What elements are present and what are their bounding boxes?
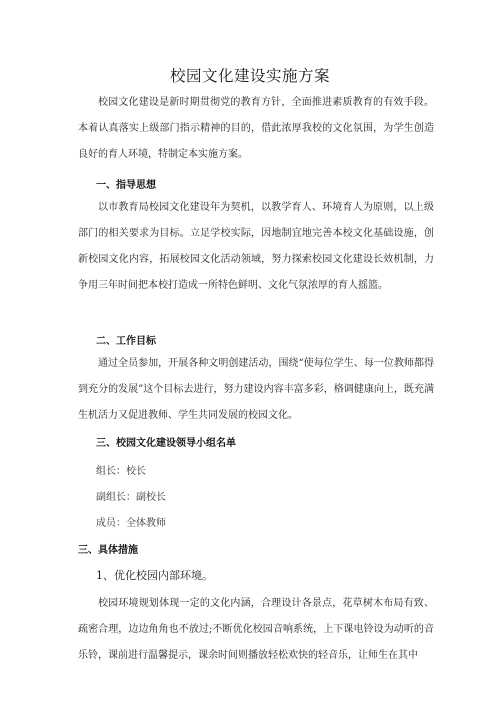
section-heading-leadership-group: 三、校园文化建设领导小组名单: [96, 438, 236, 449]
document-title: 校园文化建设实施方案: [169, 67, 330, 85]
section-paragraph-work-goals: 通过全员参加，开展各种文明创建活动，围绕“使每位学生、每一位教师都得到充分的发展”这个目标去进行，努力建设内容丰富多彩，格调健康向上，既充满生机活力又促进教师、学生共同发展的校园文化。: [78, 358, 434, 421]
member-leader: 组长：校长: [96, 466, 146, 477]
section-paragraph-optimize-environment: 校园环境规划体现一定的文化内涵，合理设计各景点，花草树木布局有致、疏密合理，边边角角也不放过;不断优化校园音响系统，上下课电铃设为动听的音乐铃，课前进行温馨提示，课余时间则播放轻松欢快的轻音乐，让师生在其中: [78, 598, 434, 661]
section-heading-specific-measures: 三、具体措施: [78, 545, 138, 556]
member-members: 成员：全体教师: [96, 518, 166, 529]
member-deputy-leader: 副组长：副校长: [96, 492, 166, 503]
section-paragraph-guiding-ideology: 以市教育局校园文化建设年为契机，以教学育人、环境育人为原则，以上级部门的相关要求为目标。立足学校实际，因地制宜地完善本校文化基础设施，创新校园文化内容，拓展校园文化活动领域，努力探索校园文化建设长效机制，力争用三年时间把本校打造成一所特色鲜明、文化气氛浓厚的育人摇篮。: [78, 202, 434, 291]
section-heading-work-goals: 二、工作目标: [96, 336, 156, 347]
intro-paragraph: 校园文化建设是新时期贯彻党的教育方针，全面推进素质教育的有效手段。本着认真落实上级部门指示精神的目的，借此浓厚我校的文化氛围，为学生创造良好的育人环境，特制定本实施方案。: [78, 97, 434, 160]
section-heading-guiding-ideology: 一、指导思想: [96, 180, 156, 191]
subsection-heading-optimize-environment: 1、优化校园内部环境。: [96, 569, 213, 582]
